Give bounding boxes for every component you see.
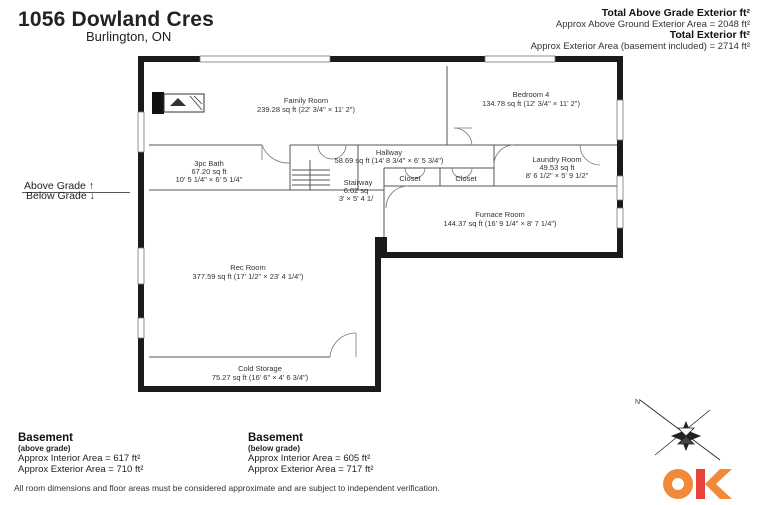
room-name: Cold Storage: [238, 364, 282, 373]
room-name: Closet: [399, 174, 421, 183]
room-dims: 8' 6 1/2" × 5' 9 1/2": [525, 171, 589, 180]
summary-interior: Approx Interior Area = 605 ft²: [248, 453, 371, 464]
room-name: Stairway: [343, 178, 373, 187]
interior-lines: [149, 66, 620, 357]
room-dims: 239.28 sq ft (22' 3/4" × 11' 2"): [257, 105, 355, 114]
room-dims: 58.69 sq ft (14' 8 3/4" × 6' 5 3/4"): [334, 156, 444, 165]
address-title: 1056 Dowland Cres: [18, 8, 214, 31]
summary-title: Basement: [18, 432, 73, 444]
room-name: Closet: [455, 174, 477, 183]
summary-interior: Approx Interior Area = 617 ft²: [18, 453, 141, 464]
brand-logo: [660, 466, 754, 502]
summary-below-grade: [248, 432, 373, 475]
arrow-down-icon: ↓: [89, 190, 95, 202]
room-name: 3pc Bath: [194, 159, 224, 168]
arrow-up-icon: ↑: [88, 180, 95, 192]
room-area: 49.53 sq ft: [539, 163, 575, 172]
compass-icon: [640, 400, 720, 460]
room-dims: 3' × 5' 4 1/: [338, 194, 374, 203]
city-subtitle: Burlington, ON: [86, 29, 172, 44]
room-name: Laundry Room: [532, 155, 582, 164]
exterior-line: Approx Exterior Area (basement included) = 2714 ft²: [530, 41, 750, 52]
above-grade-label: Above Grade ↑: [24, 180, 95, 192]
room-name: Rec Room: [230, 263, 266, 272]
summary-exterior: Approx Exterior Area = 717 ft²: [248, 464, 374, 475]
room-dims: 75.27 sq ft (16' 6" × 4' 6 3/4"): [211, 373, 309, 382]
room-dims: 377.59 sq ft (17' 1/2" × 23' 4 1/4"): [192, 272, 304, 281]
summary-title: Basement: [248, 432, 303, 444]
summary-subtitle: (below grade): [248, 444, 301, 453]
total-above-label: Total Above Grade Exterior ft²: [601, 7, 750, 19]
room-area: 6.02 sq: [343, 186, 369, 195]
total-exterior-label: Total Exterior ft²: [669, 29, 750, 41]
room-name: Bedroom 4: [512, 90, 550, 99]
summary-above-grade: [18, 432, 143, 475]
summary-subtitle: (above grade): [18, 444, 71, 453]
room-dims: 144.37 sq ft (16' 9 1/4" × 8' 7 1/4"): [443, 219, 557, 228]
room-dims: 134.78 sq ft (12' 3/4" × 11' 2"): [482, 99, 580, 108]
summary-exterior: Approx Exterior Area = 710 ft²: [18, 464, 144, 475]
svg-text:STAGING: STAGING: [724, 484, 747, 490]
room-name: Family Room: [283, 96, 329, 105]
room-name: Hallway: [375, 148, 403, 157]
room-area: 67.20 sq ft: [191, 167, 227, 176]
room-dims: 10' 5 1/4" × 6' 5 1/4": [175, 175, 243, 184]
disclaimer: All room dimensions and floor areas must be considered approximate and are subject to independent verification.: [14, 483, 440, 493]
above-ground-line: Approx Above Ground Exterior Area = 2048 ft²: [555, 19, 750, 30]
room-labels: [176, 90, 589, 382]
fireplace-icon: [152, 92, 204, 114]
below-grade-label: Below Grade ↓: [26, 190, 95, 202]
room-name: Furnace Room: [475, 210, 525, 219]
compass-north: N: [635, 399, 641, 406]
